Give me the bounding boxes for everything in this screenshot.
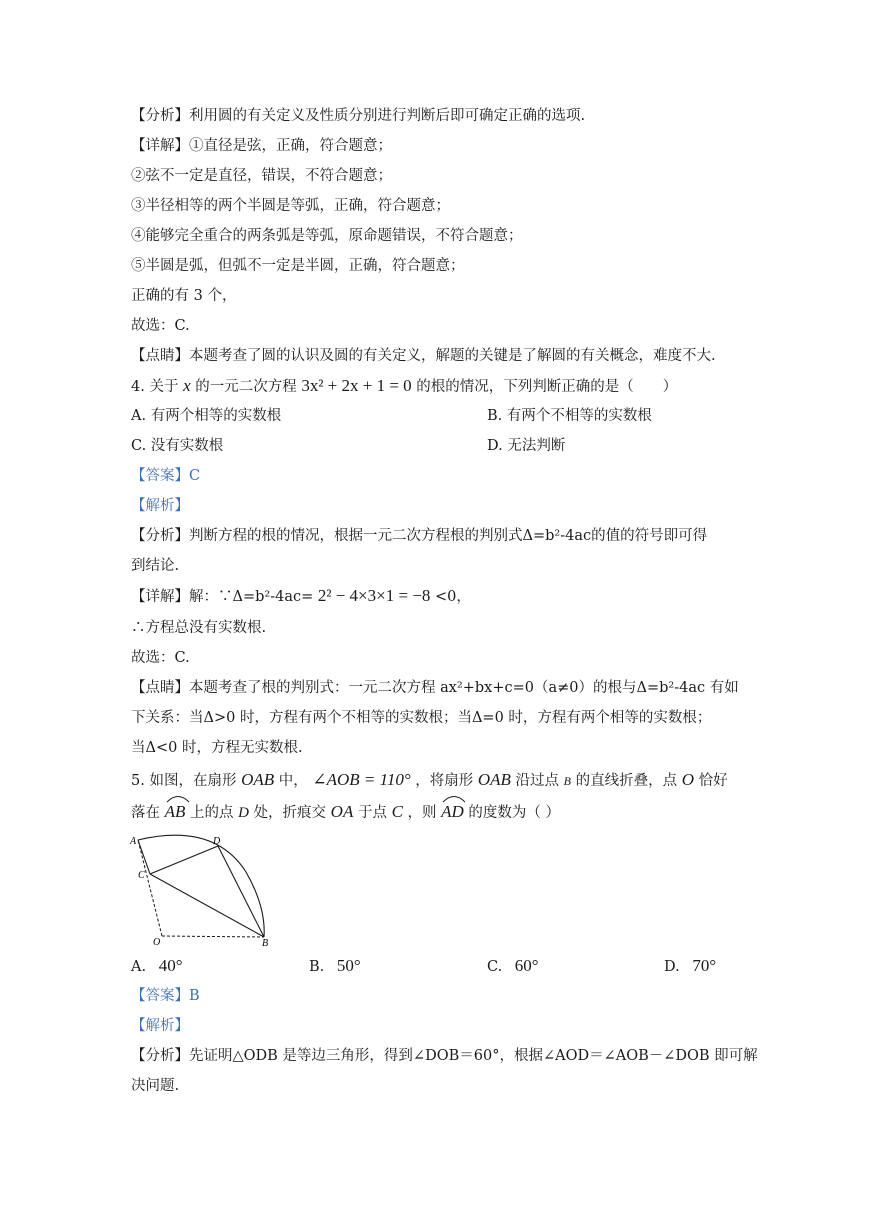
q5-stem-2c: 处，折痕交 <box>253 805 327 821</box>
q3-comment: 【点睛】本题考查了圆的认识及圆的有关定义，解题的关键是了解圆的有关概念，难度不大. <box>131 348 716 364</box>
sector-figure <box>126 832 286 952</box>
label-b: B <box>262 938 269 949</box>
q3-detail-2: ②弦不一定是直径，错误，不符合题意； <box>131 168 392 184</box>
q4-therefore: ∴方程总没有实数根. <box>131 620 267 636</box>
q5-oab-2: OAB <box>477 770 511 789</box>
segment-oa-dashed <box>138 840 162 936</box>
q5-option-c-label: C. <box>487 959 503 975</box>
q5-stem-2f: 的度数为（ ） <box>468 805 561 821</box>
q5-option-a-label: A. <box>131 959 147 975</box>
segment-cd <box>150 846 218 874</box>
q4-option-b: B. 有两个不相等的实数根 <box>487 408 652 424</box>
arc-ad <box>441 802 464 823</box>
arc-ab-label: AB <box>164 802 186 821</box>
q5-stem-2a: 落在 <box>131 805 160 821</box>
q4-var-x: x <box>183 376 191 395</box>
q5-option-b-value: 50° <box>336 956 361 975</box>
q5-option-c <box>487 956 539 977</box>
q4-comment-3: 当Δ<0 时，方程无实数根. <box>131 740 303 756</box>
label-d: D <box>213 836 221 847</box>
label-a: A <box>130 836 137 847</box>
q3-detail-1: 【详解】①直径是弦，正确，符合题意； <box>131 138 392 154</box>
q5-pt-o: O <box>681 770 694 789</box>
q5-stem-line-2 <box>131 802 560 823</box>
q4-answer: 【答案】C <box>131 468 201 484</box>
arc-ab <box>165 802 186 823</box>
q5-explain-tag: 【解析】 <box>131 1018 189 1034</box>
label-c: C <box>138 870 145 881</box>
q5-analysis-2: 决问题. <box>131 1078 180 1094</box>
q3-count: 正确的有 3 个， <box>131 288 237 304</box>
q5-pt-c: C <box>391 802 403 821</box>
q5-stem-2b: 上的点 <box>190 805 234 821</box>
arc-ab-icon <box>165 793 191 803</box>
segment-ob-dashed <box>162 936 264 937</box>
q3-detail-4: ④能够完全重合的两条弧是等弧，原命题错误，不符合题意； <box>131 228 523 244</box>
q3-detail-5: ⑤半圆是弧，但弧不一定是半圆，正确，符合题意； <box>131 258 465 274</box>
q4-stem-prefix: 4. 关于 <box>131 379 179 395</box>
q5-stem-1d: 沿过点 <box>515 773 560 789</box>
q4-stem <box>131 376 677 397</box>
q5-option-d <box>664 956 716 977</box>
q5-option-b-label: B. <box>309 959 325 975</box>
q5-stem-1f: 恰好 <box>698 773 728 789</box>
q5-stem-1a: 5. 如图，在扇形 <box>131 773 237 789</box>
q4-detail <box>131 586 471 607</box>
q5-analysis-1: 【分析】先证明△ODB 是等边三角形，得到∠DOB＝60°，根据∠AOD＝∠AOB－∠DOB 即可解 <box>131 1048 758 1064</box>
q3-analysis: 【分析】利用圆的有关定义及性质分别进行判断后即可确定正确的选项. <box>131 108 586 124</box>
q5-answer: 【答案】B <box>131 988 200 1004</box>
segment-ac <box>138 840 150 874</box>
q5-angle: ∠AOB = 110° <box>312 770 411 789</box>
q5-stem-1c: ，将扇形 <box>415 773 474 789</box>
q4-stem-mid: 的一元二次方程 <box>195 379 297 395</box>
q5-option-a <box>131 956 183 977</box>
q4-option-d: D. 无法判断 <box>487 438 566 454</box>
q4-option-c: C. 没有实数根 <box>131 438 224 454</box>
q5-pt-b: B <box>563 774 571 788</box>
q5-option-d-label: D. <box>664 959 680 975</box>
q4-option-a: A. 有两个相等的实数根 <box>131 408 282 424</box>
q5-stem-line-1 <box>131 770 728 791</box>
q4-equation: 3x² + 2x + 1 = 0 <box>301 376 412 395</box>
segment-cb <box>150 874 264 937</box>
q5-stem-2e: ，则 <box>407 805 437 821</box>
arc-ad-label: AD <box>441 802 464 821</box>
q4-comment-2: 下关系：当Δ>0 时，方程有两个不相等的实数根；当Δ=0 时，方程有两个相等的实数根； <box>131 710 712 726</box>
q5-stem-2d: 于点 <box>357 805 387 821</box>
q4-analysis-1: 【分析】判断方程的根的情况，根据一元二次方程根的判别式Δ=b²-4ac的值的符号即可得 <box>131 528 708 544</box>
q4-analysis-2: 到结论. <box>131 558 180 574</box>
q4-explain-tag: 【解析】 <box>131 498 189 514</box>
q5-oab: OAB <box>241 770 275 789</box>
q5-stem-1e: 的直线折叠，点 <box>575 773 678 789</box>
arc-ab-curve <box>138 835 264 937</box>
q4-detail-math: 2² − 4×3×1 = −8 <box>317 586 431 605</box>
q5-option-d-value: 70° <box>692 956 717 975</box>
segment-db <box>218 846 264 937</box>
q5-stem-1b: 中， <box>278 773 308 789</box>
label-o: O <box>153 937 161 948</box>
q5-option-a-value: 40° <box>158 956 183 975</box>
q3-detail-3: ③半径相等的两个半圆是等弧，正确，符合题意； <box>131 198 450 214</box>
q4-detail-suffix: <0， <box>435 589 471 605</box>
q4-stem-suffix: 的根的情况，下列判断正确的是（ ） <box>416 379 678 395</box>
q4-comment-1: 【点睛】本题考查了根的判别式：一元二次方程 ax²+bx+c=0（a≠0）的根与Δ=b²-4ac 有如 <box>131 680 739 696</box>
arc-ad-icon <box>441 793 467 803</box>
q4-choice: 故选：C. <box>131 650 190 666</box>
q5-option-b <box>309 956 361 977</box>
q5-pt-d: D <box>238 805 249 821</box>
q5-oa: OA <box>330 802 354 821</box>
q4-detail-prefix: 【详解】解：∵Δ=b²-4ac= <box>131 589 314 605</box>
q5-option-c-value: 60° <box>514 956 539 975</box>
q3-choice: 故选：C. <box>131 318 190 334</box>
